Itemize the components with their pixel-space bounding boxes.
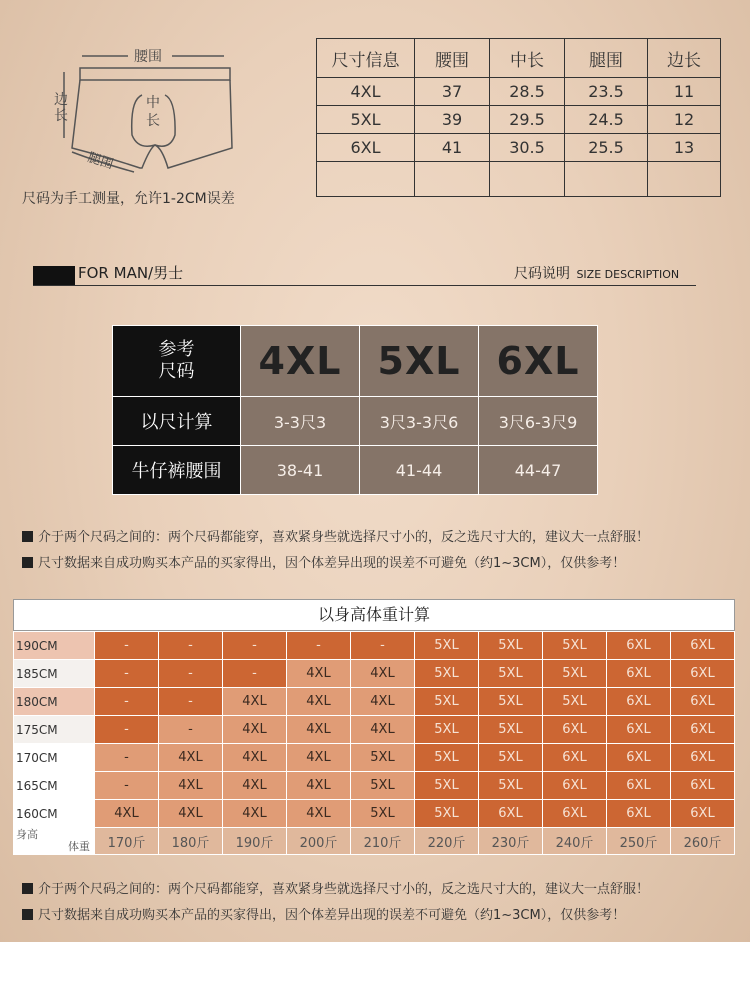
size-cell: - [159, 660, 223, 688]
size-cell: 5XL [351, 800, 415, 828]
weight-label: 260斤 [671, 828, 735, 855]
size-cell: - [351, 632, 415, 660]
footer-blank [0, 942, 750, 985]
size-cell: 6XL [479, 800, 543, 828]
weight-label: 200斤 [287, 828, 351, 855]
weight-label: 170斤 [95, 828, 159, 855]
size-cell: 5XL [479, 660, 543, 688]
cell: 4XL [317, 78, 415, 106]
header-cell: 腿围 [565, 39, 648, 78]
size-cell: 6XL [671, 688, 735, 716]
cell: 3尺3-3尺6 [360, 397, 479, 446]
size-4xl: 4XL [241, 326, 360, 397]
label-line: 参考 [158, 339, 195, 360]
table-row [14, 688, 735, 716]
corner-label [14, 828, 95, 855]
measurement-note: 尺码为手工测量，允许1-2CM误差 [22, 191, 235, 207]
height-weight-chart [13, 599, 735, 855]
size-cell: 5XL [415, 688, 479, 716]
corner-top: 身高 [16, 828, 38, 841]
height-label: 190CM [14, 632, 95, 660]
size-cell: - [159, 688, 223, 716]
size-5xl: 5XL [360, 326, 479, 397]
table-row [14, 744, 735, 772]
chi-label: 以尺计算 [113, 397, 241, 446]
size-cell: 6XL [607, 744, 671, 772]
size-cell: 5XL [543, 688, 607, 716]
size-cell: - [223, 632, 287, 660]
size-cell: - [159, 632, 223, 660]
weight-row [14, 828, 735, 855]
size-cell: 5XL [351, 744, 415, 772]
height-label: 170CM [14, 744, 95, 772]
section-divider [33, 285, 696, 286]
size-desc-en: SIZE DESCRIPTION [576, 268, 680, 281]
note-text: 尺寸数据来自成功购买本产品的买家得出，因个体差异出现的误差不可避免（约1~3CM），仅供参考！ [38, 556, 626, 571]
jeans-row [113, 446, 598, 495]
size-cell: - [95, 772, 159, 800]
size-cell: 5XL [479, 632, 543, 660]
side-length-label: 边长 [54, 92, 68, 124]
size-cell: 4XL [95, 800, 159, 828]
size-cell: - [95, 688, 159, 716]
size-info-header [317, 39, 721, 78]
reference-size-label [113, 326, 241, 397]
header-cell: 中长 [490, 39, 565, 78]
size-cell: 5XL [479, 688, 543, 716]
table-row [14, 660, 735, 688]
reference-size-table [112, 325, 598, 495]
cell: 5XL [317, 106, 415, 134]
weight-label: 180斤 [159, 828, 223, 855]
size-cell: - [159, 716, 223, 744]
size-cell: - [95, 744, 159, 772]
size-cell: 5XL [479, 744, 543, 772]
size-cell: 5XL [415, 632, 479, 660]
cell: 41 [415, 134, 490, 162]
weight-label: 220斤 [415, 828, 479, 855]
height-weight-table [13, 631, 735, 855]
cell: 29.5 [490, 106, 565, 134]
cell: 23.5 [565, 78, 648, 106]
size-cell: 6XL [543, 772, 607, 800]
size-cell: 4XL [159, 800, 223, 828]
size-cell: 5XL [479, 716, 543, 744]
size-cell: 4XL [223, 772, 287, 800]
cell: 13 [648, 134, 721, 162]
note-line [22, 526, 649, 545]
label-line: 尺码 [158, 361, 195, 382]
table-row-empty [317, 162, 721, 197]
size-cell: 5XL [351, 772, 415, 800]
waist-label: 腰围 [134, 49, 162, 65]
reference-size-row [113, 326, 598, 397]
bullet-square-icon [22, 531, 33, 542]
size-cell: 5XL [415, 660, 479, 688]
size-cell: 6XL [543, 716, 607, 744]
size-cell: 4XL [351, 716, 415, 744]
for-man-label: FOR MAN/男士 [78, 264, 184, 282]
table-row [14, 632, 735, 660]
cell: 41-44 [360, 446, 479, 495]
bullet-square-icon [22, 883, 33, 894]
size-cell: 6XL [607, 800, 671, 828]
table-row [317, 106, 721, 134]
size-cell: 6XL [607, 688, 671, 716]
size-cell: 4XL [287, 716, 351, 744]
chi-row [113, 397, 598, 446]
note-line [22, 552, 625, 571]
size-cell: - [95, 632, 159, 660]
height-label: 185CM [14, 660, 95, 688]
size-cell: 6XL [671, 632, 735, 660]
measurement-diagram [50, 40, 290, 185]
header-cell: 边长 [648, 39, 721, 78]
size-cell: 4XL [159, 772, 223, 800]
note-line [22, 878, 649, 897]
size-cell: 4XL [223, 688, 287, 716]
size-cell: - [287, 632, 351, 660]
size-cell: 5XL [543, 632, 607, 660]
height-label: 180CM [14, 688, 95, 716]
size-cell: 4XL [159, 744, 223, 772]
size-cell: 4XL [223, 800, 287, 828]
cell: 25.5 [565, 134, 648, 162]
leg-label: 腿围 [85, 150, 116, 173]
size-cell: 4XL [287, 688, 351, 716]
size-cell: 4XL [351, 688, 415, 716]
cell: 37 [415, 78, 490, 106]
size-cell: 4XL [287, 772, 351, 800]
cell: 12 [648, 106, 721, 134]
size-cell: 6XL [671, 660, 735, 688]
table-row [317, 134, 721, 162]
note-line [22, 904, 625, 923]
size-cell: - [95, 660, 159, 688]
weight-label: 190斤 [223, 828, 287, 855]
size-cell: 6XL [543, 800, 607, 828]
size-cell: 4XL [223, 716, 287, 744]
size-cell: 6XL [671, 716, 735, 744]
size-cell: 5XL [415, 800, 479, 828]
size-cell: 6XL [671, 800, 735, 828]
height-label: 160CM [14, 800, 95, 828]
table-row [14, 716, 735, 744]
weight-label: 230斤 [479, 828, 543, 855]
height-label: 165CM [14, 772, 95, 800]
size-cell: 6XL [671, 772, 735, 800]
cell: 11 [648, 78, 721, 106]
cell: 38-41 [241, 446, 360, 495]
weight-label: 240斤 [543, 828, 607, 855]
size-cell: 4XL [351, 660, 415, 688]
size-cell: 5XL [415, 772, 479, 800]
size-description-label [514, 263, 679, 283]
cell: 28.5 [490, 78, 565, 106]
chart-title: 以身高体重计算 [13, 599, 735, 631]
size-cell: 6XL [607, 716, 671, 744]
size-cell: 4XL [287, 800, 351, 828]
table-row [14, 772, 735, 800]
size-cell: 6XL [607, 660, 671, 688]
corner-bottom: 体重 [68, 840, 90, 853]
header-cell: 腰围 [415, 39, 490, 78]
cell: 30.5 [490, 134, 565, 162]
size-6xl: 6XL [479, 326, 598, 397]
bullet-square-icon [22, 557, 33, 568]
size-cell: 5XL [415, 716, 479, 744]
height-label: 175CM [14, 716, 95, 744]
jeans-label: 牛仔裤腰围 [113, 446, 241, 495]
cell: 3尺6-3尺9 [479, 397, 598, 446]
header-cell: 尺寸信息 [317, 39, 415, 78]
size-cell: - [223, 660, 287, 688]
size-cell: 4XL [287, 660, 351, 688]
size-cell: 5XL [415, 744, 479, 772]
section-marker [33, 266, 75, 285]
note-text: 尺寸数据来自成功购买本产品的买家得出，因个体差异出现的误差不可避免（约1~3CM），仅供参考！ [38, 908, 626, 923]
size-info-table [316, 38, 721, 197]
cell: 24.5 [565, 106, 648, 134]
size-cell: 6XL [607, 772, 671, 800]
middle-length-label: 中长 [146, 95, 160, 129]
weight-label: 250斤 [607, 828, 671, 855]
size-cell: 4XL [223, 744, 287, 772]
cell: 6XL [317, 134, 415, 162]
cell: 3-3尺3 [241, 397, 360, 446]
size-cell: 5XL [543, 660, 607, 688]
note-text: 介于两个尺码之间的：两个尺码都能穿，喜欢紧身些就选择尺寸小的，反之选尺寸大的，建议大一点舒服！ [38, 882, 650, 897]
weight-label: 210斤 [351, 828, 415, 855]
size-cell: 6XL [543, 744, 607, 772]
bullet-square-icon [22, 909, 33, 920]
table-row [14, 800, 735, 828]
size-cell: 4XL [287, 744, 351, 772]
cell: 39 [415, 106, 490, 134]
note-text: 介于两个尺码之间的：两个尺码都能穿，喜欢紧身些就选择尺寸小的，反之选尺寸大的，建议大一点舒服！ [38, 530, 650, 545]
size-cell: 5XL [479, 772, 543, 800]
size-cell: 6XL [607, 632, 671, 660]
size-cell: - [95, 716, 159, 744]
size-cell: 6XL [671, 744, 735, 772]
cell: 44-47 [479, 446, 598, 495]
size-desc-cn: 尺码说明 [514, 266, 570, 282]
table-row [317, 78, 721, 106]
